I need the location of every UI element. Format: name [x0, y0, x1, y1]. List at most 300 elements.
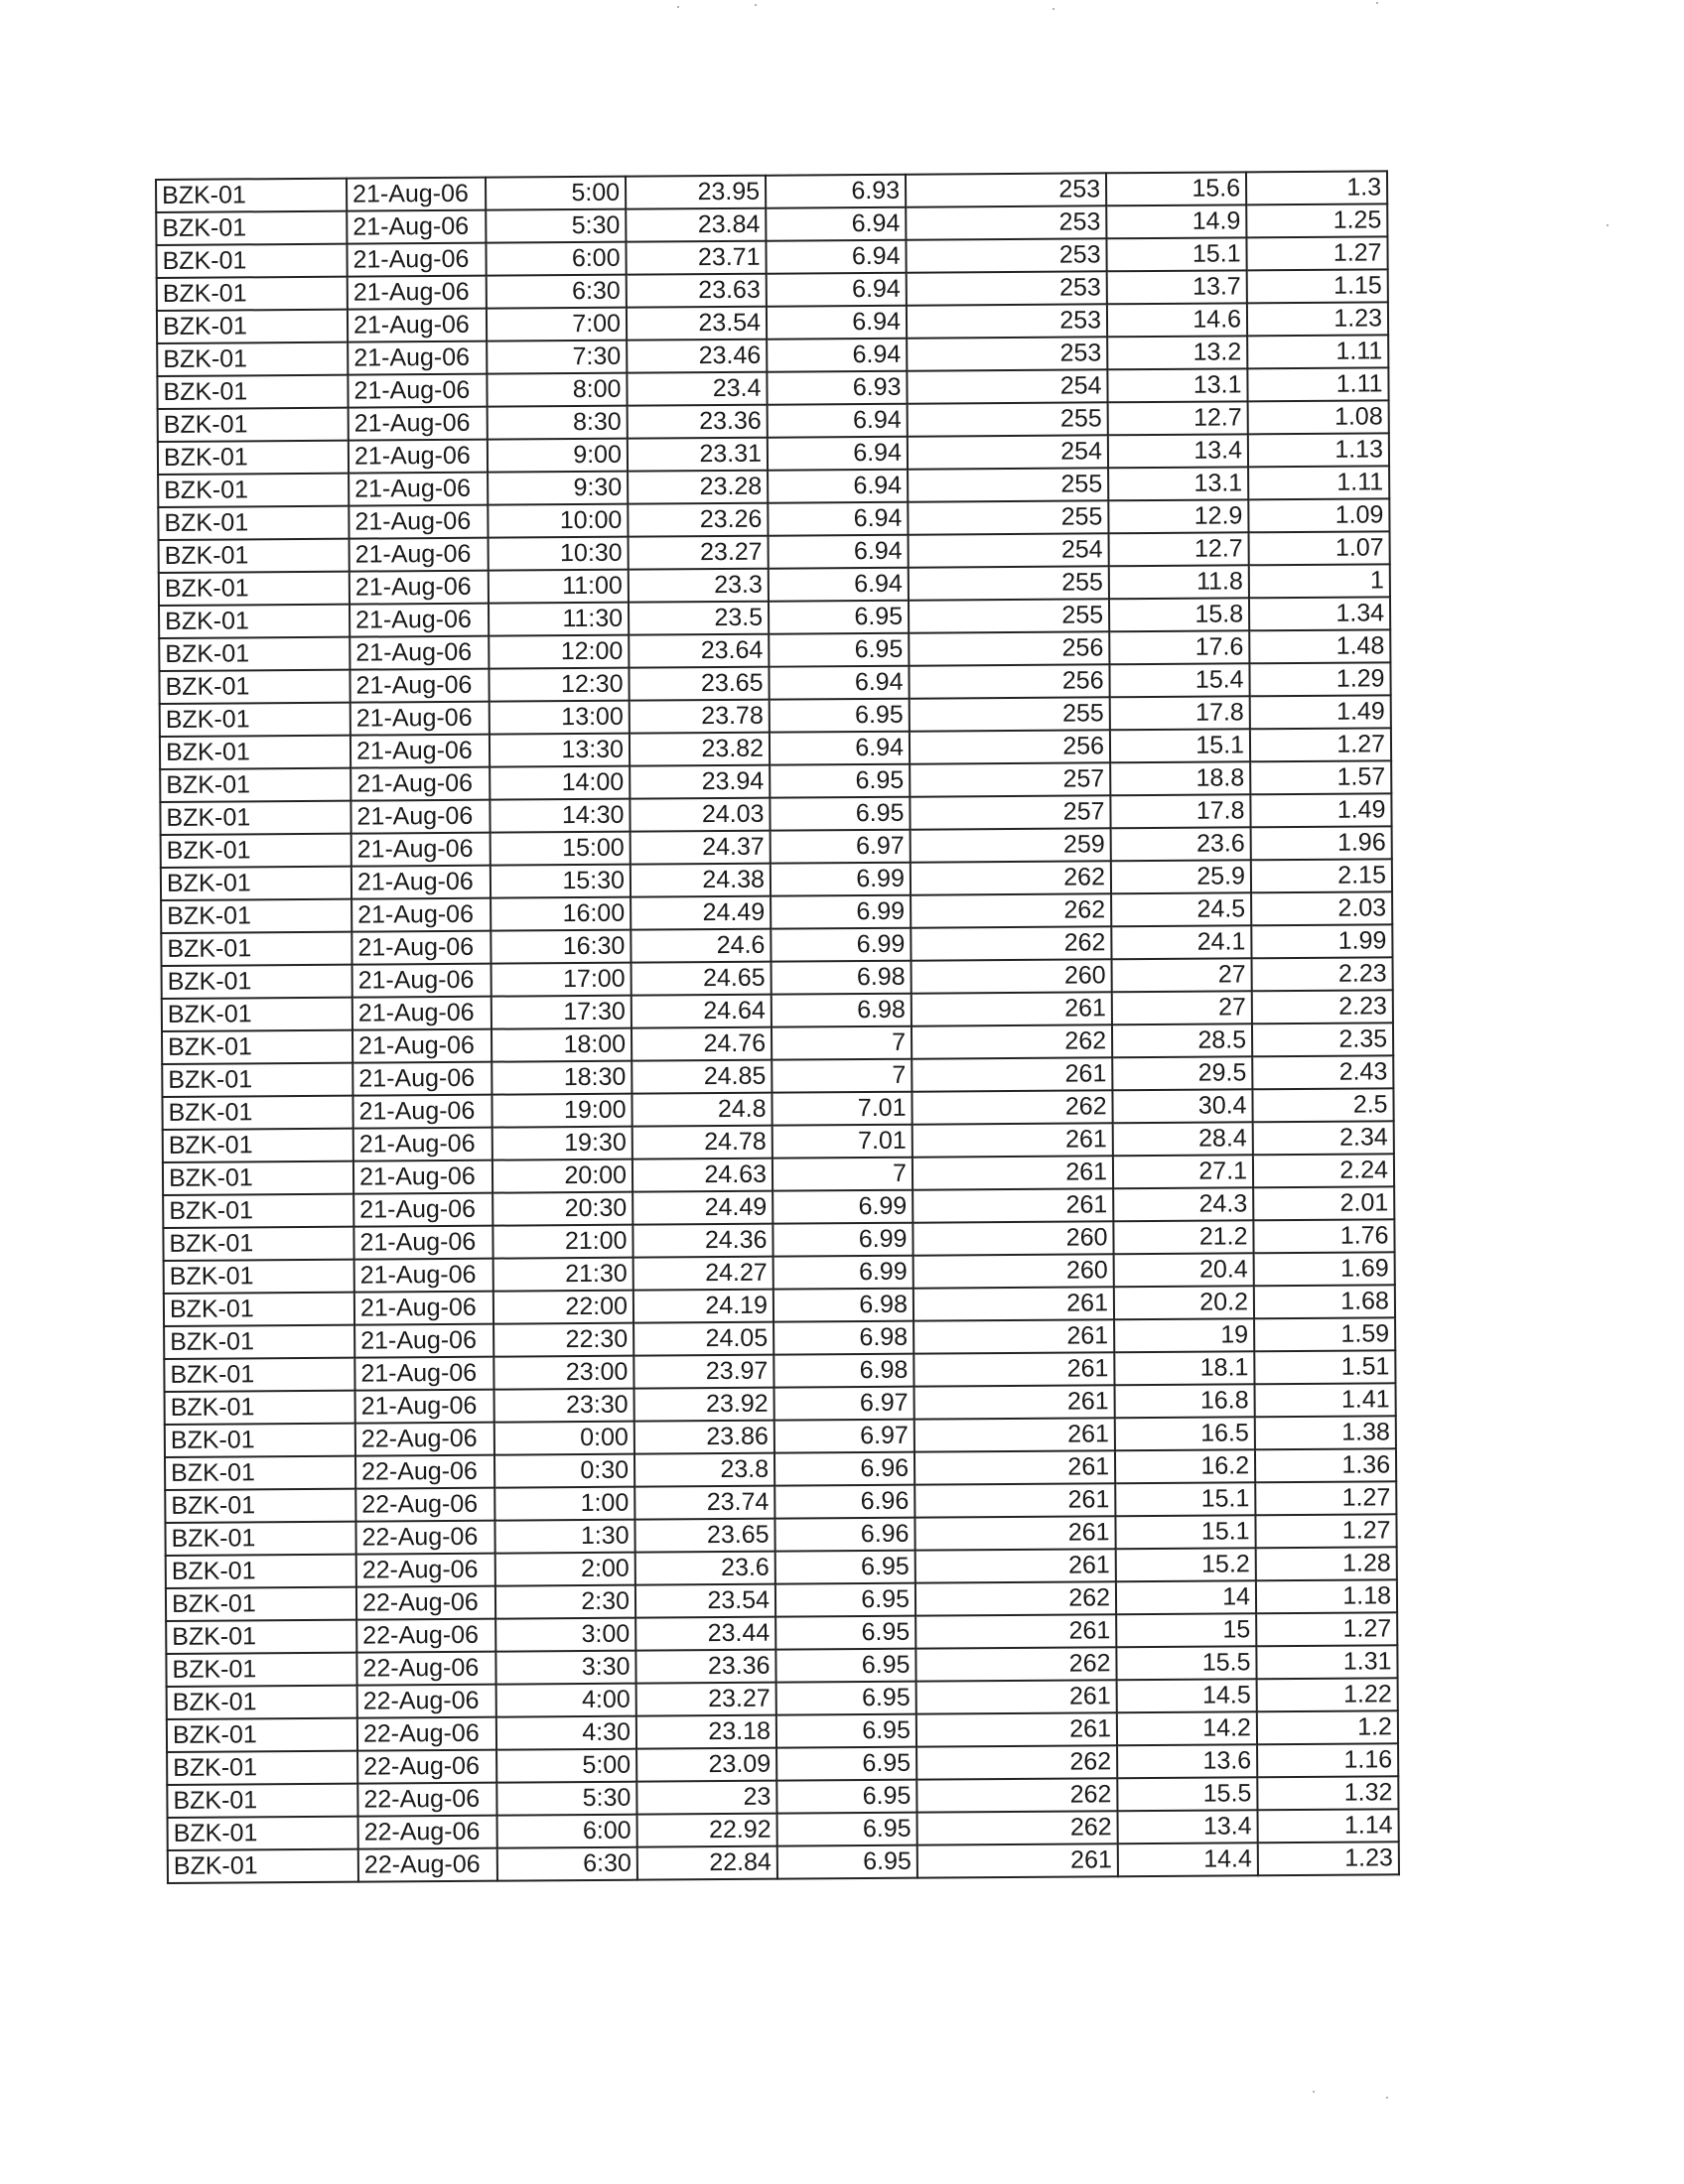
- value3-cell: 261: [915, 1549, 1116, 1582]
- value1-cell: 23.28: [628, 471, 768, 504]
- value5-cell: 2.23: [1252, 957, 1393, 991]
- date-cell: 21-Aug-06: [355, 1390, 494, 1424]
- value5-cell: 1.27: [1255, 1481, 1396, 1515]
- station-cell: BZK-01: [166, 1653, 356, 1687]
- value1-cell: 23.6: [635, 1552, 775, 1585]
- value3-cell: 260: [912, 1221, 1113, 1255]
- station-cell: BZK-01: [164, 1325, 354, 1359]
- value3-cell: 261: [913, 1319, 1114, 1353]
- value2-cell: 6.93: [767, 371, 907, 405]
- date-cell: 21-Aug-06: [349, 440, 488, 474]
- time-cell: 22:30: [493, 1323, 633, 1357]
- value2-cell: 6.94: [768, 404, 908, 438]
- value3-cell: 253: [906, 173, 1106, 206]
- value5-cell: 1.41: [1255, 1383, 1396, 1417]
- value1-cell: 23.86: [634, 1421, 774, 1454]
- value2-cell: 6.94: [768, 470, 908, 503]
- station-cell: BZK-01: [161, 867, 351, 900]
- value3-cell: 257: [910, 795, 1110, 829]
- value4-cell: 14.2: [1117, 1711, 1257, 1745]
- value3-cell: 260: [913, 1254, 1114, 1288]
- value2-cell: 6.93: [766, 175, 906, 208]
- value4-cell: 15.6: [1106, 172, 1246, 205]
- value5-cell: 1.11: [1248, 466, 1389, 499]
- value2-cell: 6.98: [773, 1289, 913, 1322]
- value5-cell: 1.76: [1253, 1219, 1394, 1253]
- date-cell: 21-Aug-06: [353, 1160, 492, 1194]
- station-cell: BZK-01: [156, 211, 347, 245]
- value1-cell: 23.54: [635, 1584, 775, 1618]
- station-cell: BZK-01: [165, 1489, 355, 1523]
- station-cell: BZK-01: [158, 408, 349, 442]
- value3-cell: 255: [908, 402, 1108, 436]
- time-cell: 7:30: [487, 341, 627, 374]
- value4-cell: 15.5: [1116, 1646, 1256, 1680]
- time-cell: 4:00: [496, 1684, 636, 1717]
- time-cell: 17:00: [491, 963, 632, 997]
- station-cell: BZK-01: [159, 670, 350, 704]
- value4-cell: 17.6: [1109, 630, 1249, 664]
- date-cell: 21-Aug-06: [348, 374, 487, 408]
- station-cell: BZK-01: [157, 342, 348, 376]
- value1-cell: 22.92: [637, 1814, 777, 1847]
- value5-cell: 1.09: [1248, 498, 1389, 532]
- value3-cell: 257: [910, 762, 1110, 796]
- station-cell: BZK-01: [168, 1849, 358, 1883]
- value1-cell: 23.74: [634, 1486, 774, 1520]
- time-cell: 5:00: [486, 177, 626, 210]
- value1-cell: 24.05: [633, 1322, 773, 1356]
- value4-cell: 28.4: [1113, 1122, 1253, 1156]
- value4-cell: 16.2: [1115, 1449, 1255, 1483]
- value2-cell: 7.01: [772, 1092, 912, 1126]
- value4-cell: 15.4: [1109, 663, 1249, 697]
- value4-cell: 13.7: [1107, 270, 1247, 304]
- value3-cell: 255: [908, 500, 1108, 534]
- time-cell: 6:00: [497, 1815, 637, 1848]
- value5-cell: 1.29: [1249, 662, 1390, 696]
- station-cell: BZK-01: [166, 1587, 356, 1621]
- value2-cell: 6.95: [777, 1845, 917, 1879]
- value2-cell: 6.95: [775, 1551, 915, 1584]
- value2-cell: 6.99: [773, 1256, 913, 1290]
- date-cell: 22-Aug-06: [356, 1619, 495, 1653]
- value2-cell: 6.95: [775, 1616, 915, 1650]
- station-cell: BZK-01: [156, 179, 347, 212]
- station-cell: BZK-01: [158, 506, 349, 540]
- date-cell: 22-Aug-06: [355, 1423, 494, 1456]
- value4-cell: 14.5: [1117, 1679, 1257, 1712]
- station-cell: BZK-01: [166, 1555, 356, 1588]
- time-cell: 22:00: [493, 1291, 633, 1324]
- value1-cell: 23.65: [634, 1519, 774, 1553]
- value3-cell: 253: [907, 304, 1107, 338]
- value5-cell: 2.03: [1251, 891, 1392, 925]
- value1-cell: 23.54: [627, 307, 767, 341]
- value5-cell: 1.99: [1251, 924, 1392, 958]
- value5-cell: 1.25: [1246, 204, 1387, 237]
- value2-cell: 6.96: [774, 1452, 914, 1486]
- value2-cell: 6.94: [769, 535, 909, 569]
- station-cell: BZK-01: [165, 1456, 355, 1490]
- date-cell: 22-Aug-06: [358, 1848, 497, 1882]
- value2-cell: 6.95: [770, 764, 910, 798]
- value1-cell: 23.63: [627, 274, 767, 308]
- value4-cell: 13.1: [1107, 368, 1247, 402]
- value3-cell: 262: [915, 1647, 1116, 1681]
- station-cell: BZK-01: [163, 1161, 353, 1195]
- value5-cell: 1.57: [1250, 760, 1391, 794]
- value1-cell: 23.97: [633, 1355, 773, 1389]
- value5-cell: 1.27: [1255, 1514, 1396, 1548]
- value2-cell: 6.95: [775, 1649, 915, 1683]
- value3-cell: 262: [917, 1811, 1118, 1844]
- station-cell: BZK-01: [161, 899, 351, 933]
- value5-cell: 1.27: [1250, 728, 1391, 761]
- value4-cell: 27.1: [1113, 1155, 1253, 1188]
- time-cell: 8:30: [488, 406, 628, 440]
- value1-cell: 23.65: [629, 667, 769, 701]
- data-table-body: [156, 171, 1399, 1883]
- value4-cell: 13.4: [1108, 434, 1248, 468]
- value4-cell: 14.4: [1118, 1843, 1258, 1876]
- value5-cell: 1.08: [1248, 400, 1389, 434]
- value1-cell: 23.5: [629, 602, 769, 635]
- station-cell: BZK-01: [157, 310, 348, 343]
- time-cell: 5:30: [496, 1782, 636, 1816]
- value3-cell: 261: [912, 1123, 1113, 1157]
- value5-cell: 1.14: [1257, 1809, 1398, 1843]
- value2-cell: 6.98: [773, 1321, 913, 1355]
- station-cell: BZK-01: [167, 1718, 357, 1752]
- value5-cell: 1.16: [1257, 1743, 1398, 1777]
- value3-cell: 261: [914, 1385, 1115, 1419]
- value4-cell: 18.8: [1110, 761, 1250, 795]
- value2-cell: 6.99: [772, 1223, 912, 1257]
- value2-cell: 6.99: [771, 895, 911, 929]
- value5-cell: 2.35: [1252, 1023, 1393, 1056]
- value3-cell: 262: [911, 926, 1111, 960]
- station-cell: BZK-01: [159, 572, 350, 606]
- station-cell: BZK-01: [159, 637, 350, 671]
- date-cell: 21-Aug-06: [350, 538, 489, 572]
- station-cell: BZK-01: [164, 1260, 354, 1294]
- value1-cell: 24.6: [631, 929, 771, 963]
- value5-cell: 1.28: [1256, 1547, 1397, 1580]
- value4-cell: 28.5: [1112, 1024, 1252, 1057]
- value4-cell: 24.5: [1111, 892, 1251, 926]
- date-cell: 21-Aug-06: [351, 702, 490, 736]
- date-cell: 21-Aug-06: [351, 800, 490, 834]
- value4-cell: 13.6: [1117, 1744, 1257, 1778]
- time-cell: 21:00: [492, 1225, 632, 1259]
- station-cell: BZK-01: [165, 1522, 355, 1556]
- station-cell: BZK-01: [167, 1686, 357, 1719]
- date-cell: 21-Aug-06: [353, 1128, 492, 1161]
- station-cell: BZK-01: [157, 277, 348, 311]
- time-cell: 0:00: [494, 1422, 634, 1455]
- value1-cell: 23.3: [629, 569, 769, 603]
- value5-cell: 1.59: [1254, 1317, 1395, 1351]
- value2-cell: 6.95: [777, 1813, 917, 1846]
- scan-speck: [677, 6, 679, 8]
- date-cell: 22-Aug-06: [357, 1717, 496, 1751]
- station-cell: BZK-01: [160, 801, 351, 835]
- value5-cell: 1.11: [1247, 367, 1388, 401]
- value5-cell: 2.24: [1253, 1154, 1394, 1187]
- time-cell: 0:30: [494, 1454, 634, 1488]
- time-cell: 3:00: [495, 1618, 635, 1652]
- date-cell: 22-Aug-06: [357, 1783, 496, 1817]
- value4-cell: 21.2: [1113, 1220, 1253, 1254]
- date-cell: 21-Aug-06: [352, 964, 491, 998]
- value1-cell: 23.31: [628, 438, 768, 472]
- value5-cell: 1: [1249, 564, 1390, 598]
- value2-cell: 6.94: [768, 437, 908, 471]
- date-cell: 21-Aug-06: [353, 1226, 492, 1260]
- time-cell: 2:00: [495, 1553, 635, 1586]
- value3-cell: 260: [912, 959, 1112, 993]
- value3-cell: 255: [909, 599, 1109, 632]
- date-cell: 21-Aug-06: [354, 1259, 493, 1293]
- value5-cell: 2.15: [1251, 859, 1392, 892]
- time-cell: 21:30: [493, 1258, 633, 1292]
- value3-cell: 262: [912, 1024, 1112, 1058]
- station-cell: BZK-01: [161, 932, 351, 966]
- value4-cell: 11.8: [1109, 565, 1249, 599]
- scan-speck: [1386, 2097, 1388, 2099]
- value3-cell: 256: [909, 664, 1109, 698]
- value3-cell: 262: [915, 1581, 1116, 1615]
- value3-cell: 261: [912, 1057, 1112, 1091]
- time-cell: 6:30: [487, 275, 627, 309]
- time-cell: 13:00: [490, 701, 630, 735]
- date-cell: 21-Aug-06: [350, 604, 489, 637]
- value2-cell: 6.94: [767, 339, 907, 372]
- value3-cell: 259: [911, 828, 1111, 862]
- value1-cell: 23: [636, 1781, 776, 1815]
- value5-cell: 1.49: [1250, 793, 1391, 827]
- value4-cell: 15: [1116, 1613, 1256, 1647]
- value3-cell: 254: [907, 369, 1107, 403]
- time-cell: 11:00: [489, 570, 629, 604]
- value3-cell: 261: [916, 1680, 1117, 1713]
- station-cell: BZK-01: [163, 1194, 353, 1228]
- value5-cell: 1.36: [1255, 1448, 1396, 1482]
- date-cell: 22-Aug-06: [355, 1521, 494, 1555]
- value5-cell: 1.23: [1258, 1842, 1399, 1875]
- time-cell: 1:00: [494, 1487, 634, 1521]
- value1-cell: 23.27: [636, 1683, 776, 1716]
- value3-cell: 261: [914, 1450, 1115, 1484]
- time-cell: 18:00: [491, 1028, 632, 1062]
- station-cell: BZK-01: [162, 1030, 352, 1064]
- station-cell: BZK-01: [168, 1817, 358, 1850]
- time-cell: 2:30: [495, 1585, 635, 1619]
- date-cell: 22-Aug-06: [356, 1554, 495, 1587]
- value5-cell: 1.3: [1246, 171, 1387, 205]
- time-cell: 6:00: [486, 242, 626, 276]
- value2-cell: 6.95: [776, 1714, 916, 1748]
- date-cell: 22-Aug-06: [358, 1816, 497, 1849]
- value1-cell: 24.76: [632, 1027, 772, 1061]
- value4-cell: 16.8: [1115, 1384, 1255, 1418]
- scan-speck: [1052, 8, 1054, 10]
- station-cell: BZK-01: [162, 998, 352, 1031]
- value4-cell: 13.2: [1107, 336, 1247, 369]
- value4-cell: 12.7: [1109, 532, 1249, 566]
- station-cell: BZK-01: [162, 965, 352, 999]
- value5-cell: 1.07: [1249, 531, 1390, 565]
- time-cell: 23:30: [494, 1389, 634, 1423]
- value4-cell: 13.1: [1108, 467, 1248, 500]
- date-cell: 21-Aug-06: [347, 210, 486, 244]
- value3-cell: 255: [910, 697, 1110, 731]
- value2-cell: 6.97: [774, 1387, 914, 1421]
- value4-cell: 24.1: [1111, 925, 1251, 959]
- value1-cell: 24.78: [632, 1126, 772, 1160]
- value4-cell: 20.2: [1114, 1286, 1254, 1319]
- value1-cell: 24.64: [632, 995, 772, 1028]
- value5-cell: 1.96: [1251, 826, 1392, 860]
- value4-cell: 12.7: [1108, 401, 1248, 435]
- value3-cell: 253: [907, 271, 1107, 305]
- value5-cell: 1.48: [1249, 629, 1390, 663]
- station-cell: BZK-01: [159, 605, 350, 638]
- date-cell: 21-Aug-06: [352, 1062, 491, 1096]
- value3-cell: 253: [906, 205, 1106, 239]
- value5-cell: 1.69: [1254, 1252, 1395, 1286]
- station-cell: BZK-01: [157, 375, 348, 409]
- value2-cell: 6.94: [767, 273, 907, 307]
- value4-cell: 13.4: [1118, 1810, 1258, 1843]
- value5-cell: 1.13: [1248, 433, 1389, 467]
- value5-cell: 1.11: [1247, 335, 1388, 368]
- value2-cell: 7.01: [772, 1125, 912, 1159]
- time-cell: 13:30: [490, 734, 630, 767]
- time-cell: 12:30: [489, 668, 629, 702]
- date-cell: 21-Aug-06: [347, 178, 486, 211]
- date-cell: 21-Aug-06: [351, 866, 491, 899]
- value2-cell: 6.94: [766, 240, 906, 274]
- date-cell: 21-Aug-06: [350, 669, 489, 703]
- value2-cell: 6.95: [769, 633, 909, 667]
- value3-cell: 261: [914, 1483, 1115, 1517]
- value4-cell: 12.9: [1108, 499, 1248, 533]
- value4-cell: 16.5: [1115, 1417, 1255, 1450]
- value2-cell: 6.94: [768, 502, 908, 536]
- value2-cell: 6.95: [770, 699, 910, 733]
- date-cell: 22-Aug-06: [355, 1488, 494, 1522]
- station-cell: BZK-01: [160, 768, 351, 802]
- value5-cell: 2.23: [1252, 990, 1393, 1024]
- date-cell: 21-Aug-06: [353, 1193, 492, 1227]
- value5-cell: 1.38: [1255, 1416, 1396, 1449]
- value5-cell: 2.5: [1252, 1088, 1393, 1122]
- value5-cell: 2.43: [1252, 1055, 1393, 1089]
- value5-cell: 2.01: [1253, 1186, 1394, 1220]
- date-cell: 21-Aug-06: [349, 407, 488, 441]
- value2-cell: 6.96: [774, 1485, 914, 1519]
- value4-cell: 20.4: [1114, 1253, 1254, 1287]
- value4-cell: 17.8: [1110, 794, 1250, 828]
- station-cell: BZK-01: [163, 1227, 353, 1261]
- value4-cell: 27: [1112, 958, 1252, 992]
- date-cell: 21-Aug-06: [351, 735, 490, 768]
- value4-cell: 15.1: [1106, 237, 1246, 271]
- value1-cell: 23.71: [626, 241, 766, 275]
- value3-cell: 254: [909, 533, 1109, 567]
- time-cell: 9:00: [488, 439, 628, 473]
- value5-cell: 1.18: [1256, 1579, 1397, 1613]
- scan-speck: [1607, 224, 1609, 226]
- value1-cell: 24.85: [632, 1060, 772, 1094]
- time-cell: 15:30: [491, 865, 631, 898]
- station-cell: BZK-01: [163, 1129, 353, 1162]
- value1-cell: 23.46: [627, 340, 767, 373]
- value3-cell: 261: [912, 1188, 1113, 1222]
- date-cell: 21-Aug-06: [351, 931, 491, 965]
- date-cell: 22-Aug-06: [356, 1652, 495, 1686]
- value3-cell: 261: [912, 1156, 1113, 1189]
- value1-cell: 23.26: [628, 503, 768, 537]
- value4-cell: 29.5: [1112, 1056, 1252, 1090]
- time-cell: 14:30: [490, 799, 630, 833]
- value2-cell: 6.95: [776, 1747, 916, 1781]
- value2-cell: 6.94: [770, 732, 910, 765]
- value5-cell: 1.22: [1257, 1678, 1398, 1711]
- station-cell: BZK-01: [161, 834, 351, 868]
- station-cell: BZK-01: [167, 1784, 357, 1818]
- value4-cell: 15.1: [1115, 1515, 1255, 1549]
- value3-cell: 262: [916, 1778, 1117, 1812]
- value1-cell: 24.49: [631, 896, 771, 930]
- value1-cell: 24.63: [632, 1159, 772, 1192]
- scan-speck: [1313, 2091, 1315, 2093]
- time-cell: 9:30: [488, 472, 628, 505]
- value1-cell: 24.38: [631, 864, 771, 897]
- value2-cell: 6.98: [772, 994, 912, 1027]
- value3-cell: 261: [913, 1287, 1114, 1320]
- value3-cell: 261: [917, 1843, 1118, 1877]
- station-cell: BZK-01: [158, 441, 349, 475]
- value1-cell: 24.36: [632, 1224, 772, 1258]
- value1-cell: 24.49: [632, 1191, 772, 1225]
- date-cell: 21-Aug-06: [348, 309, 487, 342]
- value1-cell: 23.27: [629, 536, 769, 570]
- time-cell: 8:00: [487, 373, 627, 407]
- value3-cell: 253: [907, 337, 1107, 370]
- value5-cell: 1.32: [1257, 1776, 1398, 1810]
- value5-cell: 1.34: [1249, 597, 1390, 630]
- date-cell: 21-Aug-06: [352, 997, 491, 1030]
- value2-cell: 6.99: [772, 1190, 912, 1224]
- value1-cell: 23.8: [634, 1453, 774, 1487]
- value2-cell: 6.95: [769, 601, 909, 634]
- station-cell: BZK-01: [166, 1620, 356, 1654]
- value4-cell: 15.2: [1116, 1548, 1256, 1581]
- time-cell: 10:00: [488, 504, 628, 538]
- date-cell: 21-Aug-06: [350, 571, 489, 605]
- value1-cell: 23.44: [635, 1617, 775, 1651]
- data-table: [155, 170, 1400, 1884]
- time-cell: 1:30: [494, 1520, 634, 1554]
- value3-cell: 256: [909, 631, 1109, 665]
- value1-cell: 23.36: [635, 1650, 775, 1684]
- date-cell: 21-Aug-06: [354, 1292, 493, 1325]
- value1-cell: 23.78: [630, 700, 770, 734]
- date-cell: 21-Aug-06: [349, 505, 488, 539]
